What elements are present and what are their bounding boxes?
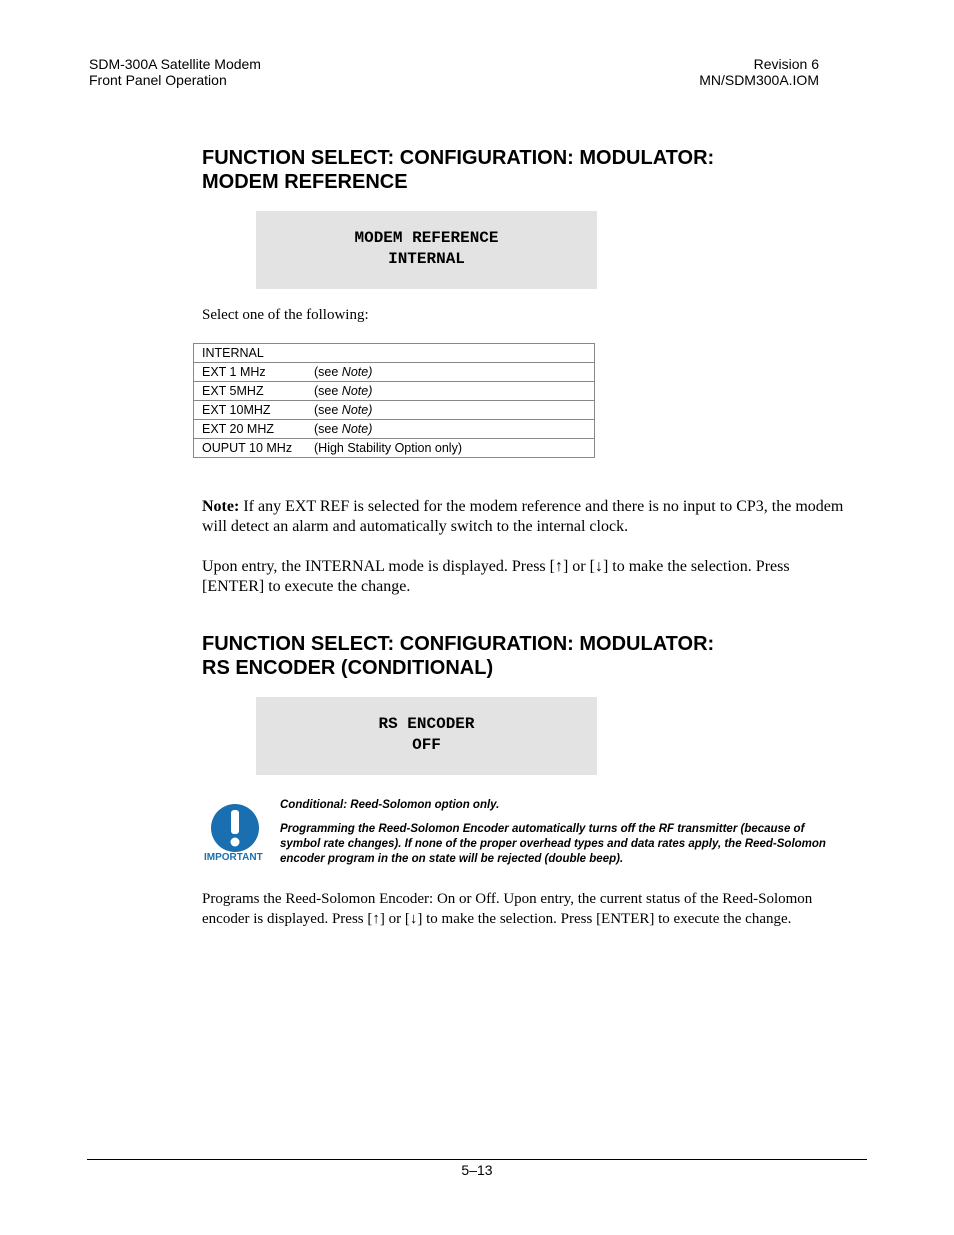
option-name: EXT 20 MHZ (194, 420, 307, 439)
option-name: EXT 10MHZ (194, 401, 307, 420)
note-label: Note: (202, 498, 240, 515)
option-comment (306, 344, 595, 363)
option-row (194, 401, 595, 420)
option-comment (306, 382, 595, 401)
note-text: If any EXT REF is selected for the modem reference and there is no input to CP3, the modem will detect an alarm and automatically switch to the internal clock. (202, 498, 844, 535)
option-name: OUPUT 10 MHz (194, 439, 307, 458)
option-row (194, 363, 595, 382)
page-header-left (89, 56, 261, 88)
lcd-line-1: MODEM REFERENCE (354, 229, 499, 247)
option-row (194, 420, 595, 439)
doc-number: MN/SDM300A.IOM (699, 72, 819, 88)
doc-chapter: Front Panel Operation (89, 72, 227, 88)
lcd-line-1: RS ENCODER (378, 715, 475, 733)
option-name: EXT 5MHZ (194, 382, 307, 401)
option-name: EXT 1 MHz (194, 363, 307, 382)
option-comment-text: (High Stability Option only) (314, 441, 462, 455)
important-label: IMPORTANT (204, 852, 263, 863)
option-comment-text: (see (314, 403, 342, 417)
option-comment-text: (see (314, 384, 342, 398)
section-heading-modem-reference (202, 146, 714, 194)
important-line-1: Conditional: Reed-Solomon option only. (280, 799, 500, 811)
lcd-line-2: INTERNAL (388, 250, 465, 268)
footer-rule (87, 1159, 867, 1160)
important-notice-text (280, 798, 840, 867)
option-row (194, 439, 595, 458)
options-intro: Select one of the following: (202, 307, 369, 323)
option-row (194, 382, 595, 401)
exclamation-icon (204, 802, 270, 854)
option-comment-text: (see (314, 365, 342, 379)
option-comment-note: Note) (341, 422, 373, 436)
lcd-line-2: OFF (412, 736, 441, 754)
option-comment-note: Note) (341, 403, 373, 417)
rs-encoder-paragraph: Programs the Reed-Solomon Encoder: On or Off. Upon entry, the current status of the Reed-Solomon encoder is displayed. Press [↑] or [↓] to make the selection. Press [ENTER] to execute the change. (202, 891, 813, 927)
entry-paragraph: Upon entry, the INTERNAL mode is displayed. Press [↑] or [↓] to make the selection. Press [ENTER] to execute the change. (202, 558, 790, 595)
option-comment-note: Note) (341, 365, 373, 379)
option-comment-note: Note) (341, 384, 373, 398)
doc-revision: Revision 6 (753, 56, 819, 72)
option-comment (306, 363, 595, 382)
page-number: 5–13 (461, 1162, 493, 1178)
lcd-display-modem-reference (256, 211, 597, 289)
doc-title: SDM-300A Satellite Modem (89, 56, 261, 72)
option-comment (306, 401, 595, 420)
heading-line-1: FUNCTION SELECT: CONFIGURATION: MODULATOR: (202, 633, 715, 655)
lcd-display-rs-encoder (256, 697, 597, 775)
option-row (194, 344, 595, 363)
heading-line-2: RS ENCODER (CONDITIONAL) (202, 657, 494, 679)
modem-reference-options-table (193, 343, 595, 458)
heading-line-2: MODEM REFERENCE (202, 171, 408, 193)
important-line-2: Programming the Reed-Solomon Encoder automatically turns off the RF transmitter (because of symbol rate changes). If none of the proper overhead types and data rates apply, the Reed-Solomon encoder program in the on state will be rejected (double beep). (280, 823, 826, 865)
option-comment-text: (see (314, 422, 342, 436)
option-comment (306, 420, 595, 439)
section-heading-rs-encoder (202, 632, 714, 680)
page-header-right (699, 56, 819, 88)
important-notice-icon-block (204, 802, 270, 864)
note-paragraph (202, 497, 847, 537)
option-name: INTERNAL (194, 344, 307, 363)
heading-line-1: FUNCTION SELECT: CONFIGURATION: MODULATOR: (202, 147, 715, 169)
option-comment (306, 439, 595, 458)
